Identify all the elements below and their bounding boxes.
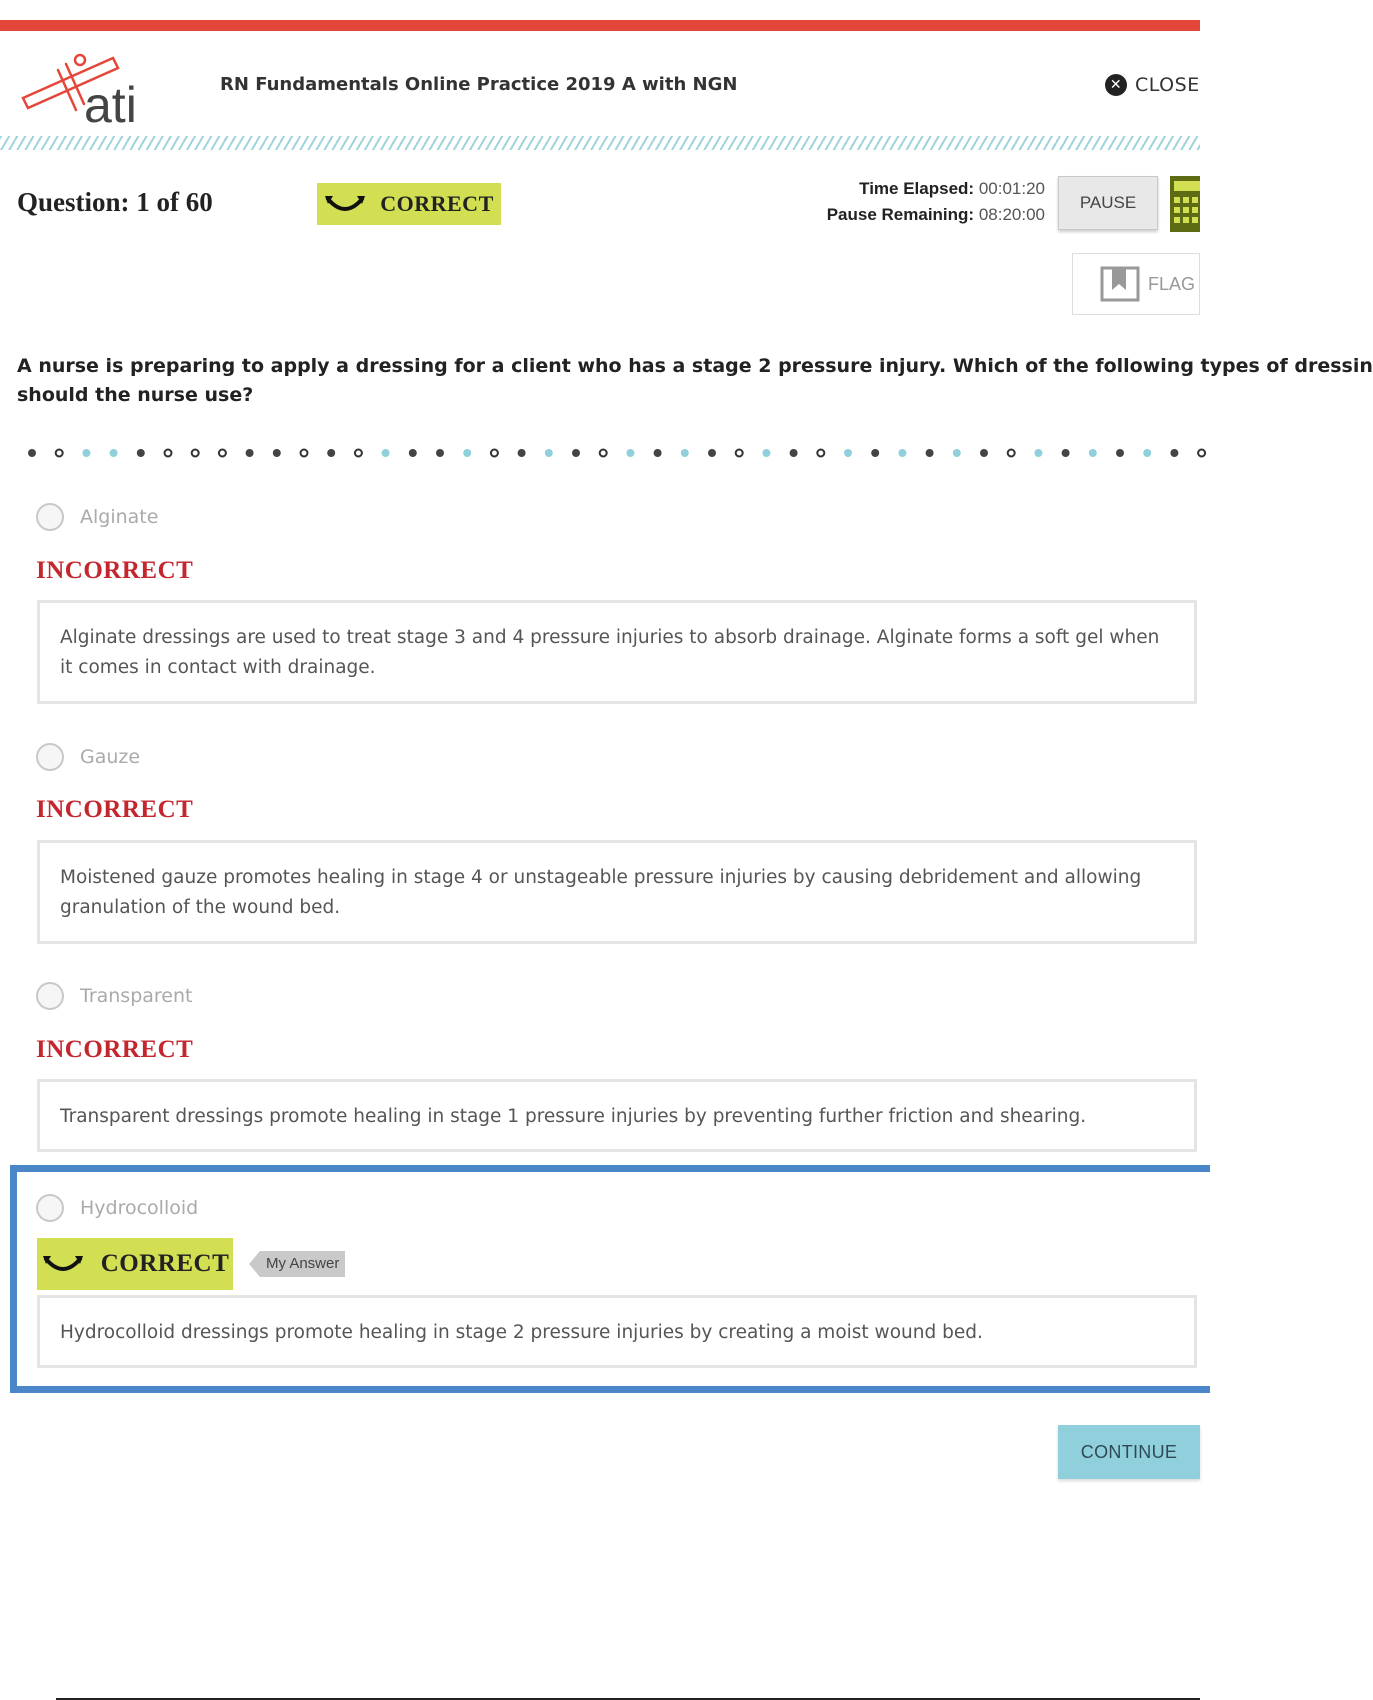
- divider-dot: [192, 450, 199, 457]
- divider-dot: [301, 450, 308, 457]
- divider-dot: [110, 449, 118, 457]
- divider-dot: [165, 450, 172, 457]
- divider-dot: [1116, 449, 1124, 457]
- divider-dot: [736, 450, 743, 457]
- divider-dot: [273, 449, 281, 457]
- result-badge: [317, 183, 501, 225]
- divider-dot: [355, 450, 362, 457]
- question-counter: Question: 1 of 60: [17, 187, 213, 217]
- divider-dot: [1198, 450, 1205, 457]
- close-icon: ✕: [1105, 74, 1127, 96]
- option-gauze[interactable]: [36, 743, 140, 771]
- decorative-dot-divider: [26, 446, 1200, 460]
- flag-button[interactable]: [1072, 253, 1200, 315]
- flag-label: FLAG: [1148, 273, 1196, 294]
- divider-dot: [382, 449, 390, 457]
- option-result-incorrect: INCORRECT: [36, 796, 194, 823]
- continue-button[interactable]: CONTINUE: [1058, 1425, 1200, 1479]
- divider-dot: [1089, 449, 1097, 457]
- divider-dot: [980, 449, 988, 457]
- bookmark-flag-icon: [1100, 266, 1140, 302]
- option-rationale: Alginate dressings are used to treat stage 3 and 4 pressure injuries to absorb drainage. Alginate forms a soft gel when it comes in contact with drainage.: [37, 600, 1197, 704]
- divider-dot: [1170, 449, 1178, 457]
- option-rationale: Moistened gauze promotes healing in stage 4 or unstageable pressure injuries by causing debridement and allowing granulation of the wound bed.: [37, 840, 1197, 944]
- divider-dot: [545, 449, 553, 457]
- decorative-divider: [0, 136, 1200, 150]
- pause-button[interactable]: PAUSE: [1058, 176, 1158, 230]
- divider-dot: [708, 449, 716, 457]
- divider-dot: [898, 449, 906, 457]
- option-radio[interactable]: [36, 503, 64, 531]
- divider-dot: [762, 449, 770, 457]
- option-hydrocolloid[interactable]: [36, 1194, 198, 1222]
- option-label: Transparent: [80, 985, 193, 1007]
- divider-dot: [1034, 449, 1042, 457]
- top-accent-bar: [0, 20, 1200, 31]
- divider-dot: [572, 449, 580, 457]
- my-answer-tag: My Answer: [249, 1251, 345, 1277]
- divider-dot: [1062, 449, 1070, 457]
- option-result-incorrect: INCORRECT: [36, 1036, 194, 1063]
- option-transparent[interactable]: [36, 982, 193, 1010]
- option-rationale: Hydrocolloid dressings promote healing in stage 2 pressure injuries by creating a moist wound bed.: [37, 1295, 1197, 1368]
- close-label: CLOSE: [1135, 74, 1200, 96]
- divider-dot: [600, 450, 607, 457]
- svg-text:ati: ati: [84, 77, 137, 133]
- calculator-icon[interactable]: [1170, 176, 1200, 232]
- divider-dot: [681, 449, 689, 457]
- pause-remaining: Pause Remaining: 08:20:00: [826, 205, 1045, 224]
- option-radio[interactable]: [36, 743, 64, 771]
- option-label: Alginate: [80, 506, 159, 528]
- divider-dot: [626, 449, 634, 457]
- divider-dot: [409, 449, 417, 457]
- result-label: CORRECT: [380, 191, 494, 216]
- divider-dot: [790, 449, 798, 457]
- divider-dot: [491, 450, 498, 457]
- divider-dot: [1008, 450, 1015, 457]
- divider-dot: [28, 449, 36, 457]
- divider-dot: [436, 449, 444, 457]
- close-button[interactable]: [1105, 74, 1200, 96]
- question-text: A nurse is preparing to apply a dressing for a client who has a stage 2 pressure injury. Which of the following types of dressin should the nurse use?: [17, 355, 1373, 406]
- divider-dot: [871, 449, 879, 457]
- divider-dot: [844, 449, 852, 457]
- divider-dot: [1143, 449, 1151, 457]
- divider-dot: [327, 449, 335, 457]
- ati-logo: [18, 50, 168, 132]
- option-radio[interactable]: [36, 1194, 64, 1222]
- exam-title: RN Fundamentals Online Practice 2019 A with NGN: [220, 74, 738, 95]
- correct-swoosh-icon: [324, 193, 366, 215]
- option-label: Gauze: [80, 746, 141, 768]
- option-result-incorrect: INCORRECT: [36, 557, 194, 584]
- divider-dot: [463, 449, 471, 457]
- option-label: Hydrocolloid: [80, 1197, 199, 1219]
- option-result-correct: CORRECT: [37, 1238, 233, 1290]
- divider-dot: [817, 450, 824, 457]
- divider-dot: [953, 449, 961, 457]
- divider-dot: [137, 449, 145, 457]
- divider-dot: [56, 450, 63, 457]
- option-rationale: Transparent dressings promote healing in stage 1 pressure injuries by preventing further friction and shearing.: [37, 1079, 1197, 1152]
- divider-dot: [518, 449, 526, 457]
- divider-dot: [246, 449, 254, 457]
- option-radio[interactable]: [36, 982, 64, 1010]
- timer-panel: [827, 176, 1045, 228]
- divider-dot: [219, 450, 226, 457]
- divider-dot: [654, 449, 662, 457]
- divider-dot: [926, 449, 934, 457]
- correct-swoosh-icon: [41, 1253, 85, 1275]
- time-elapsed: Time Elapsed: 00:01:20: [859, 179, 1045, 198]
- option-alginate[interactable]: [36, 503, 158, 531]
- divider-dot: [82, 449, 90, 457]
